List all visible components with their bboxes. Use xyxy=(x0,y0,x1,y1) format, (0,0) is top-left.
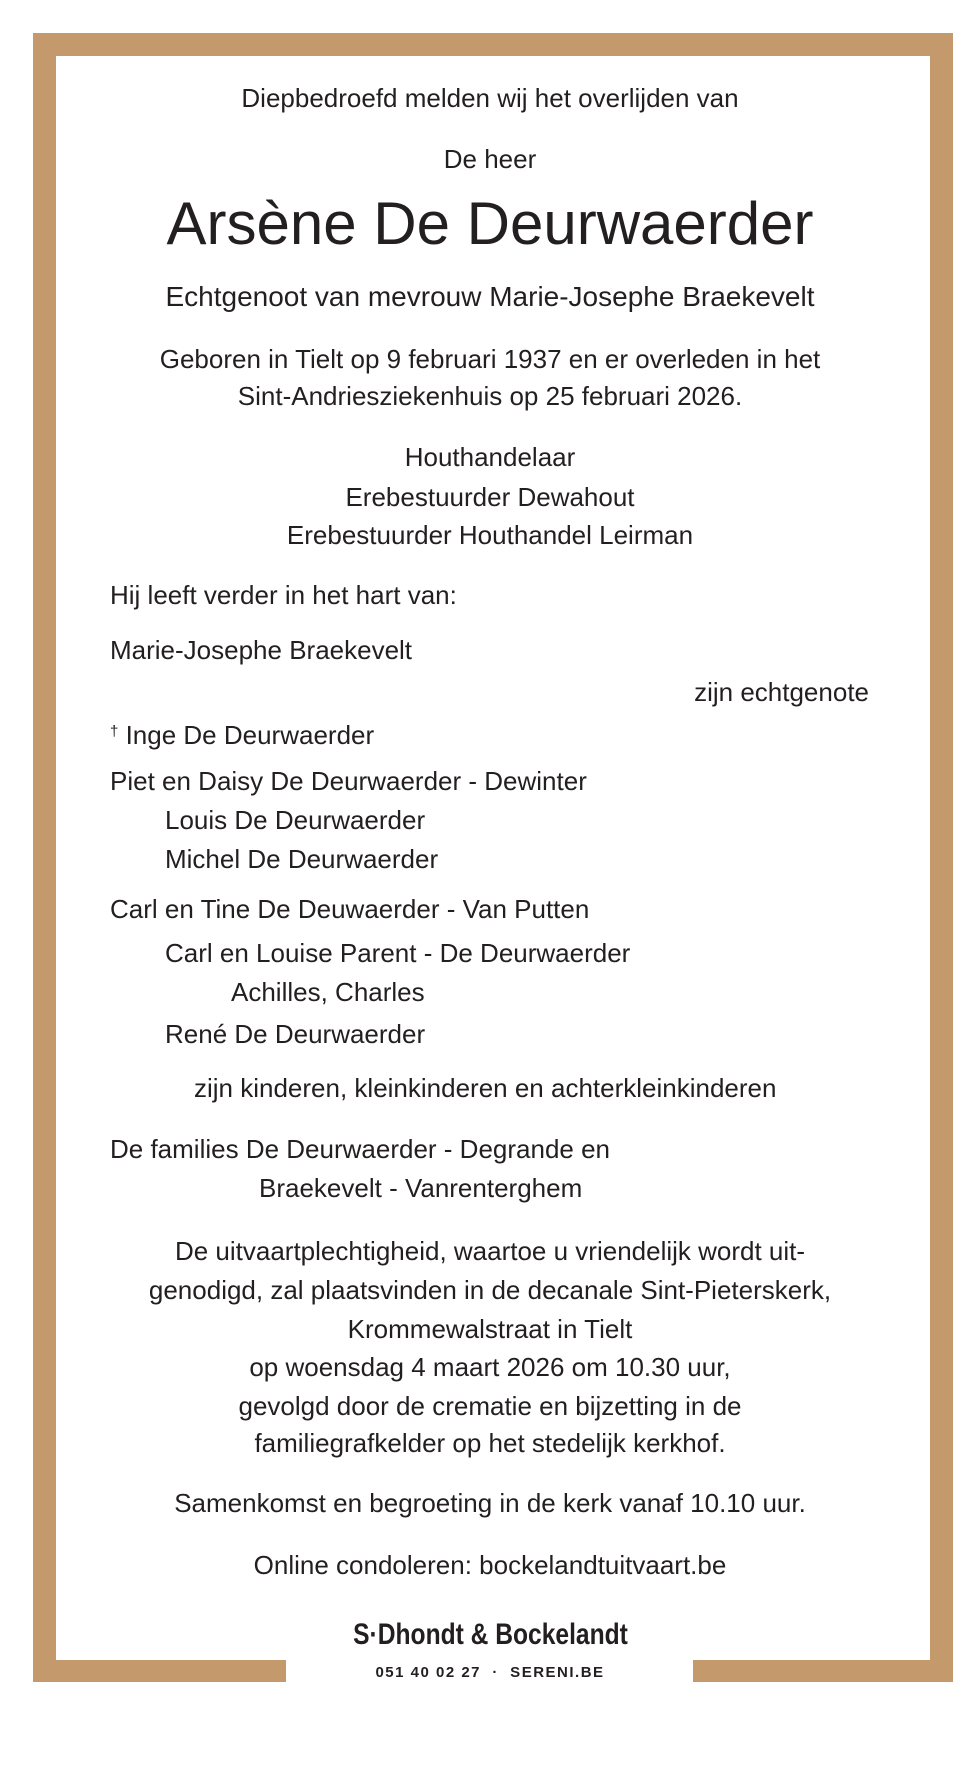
wife-role: zijn echtgenote xyxy=(694,677,869,707)
wife-name: Marie-Josephe Braekevelt xyxy=(110,635,413,665)
survived-by: Hij leeft verder in het hart van: xyxy=(110,580,457,610)
child-piet: Piet en Daisy De Deurwaerder - Dewinter xyxy=(110,766,587,796)
funeral-home-logo xyxy=(0,1616,980,1654)
spouse-line: Echtgenoot van mevrouw Marie-Josephe Braekevelt xyxy=(165,281,815,312)
families-line-1: De families De Deurwaerder - Degrande en xyxy=(110,1134,611,1164)
families-line-2: Braekevelt - Vanrenterghem xyxy=(259,1173,583,1203)
child-inge-name: Inge De Deurwaerder xyxy=(125,720,375,750)
child-inge xyxy=(110,713,374,754)
title-text: De heer xyxy=(443,144,537,174)
funeral-line-5: gevolgd door de crematie en bijzetting in de xyxy=(238,1391,742,1421)
birth-line-2: Sint-Andriesziekenhuis op 25 februari 2026. xyxy=(237,381,743,411)
birth-line-1: Geboren in Tielt op 9 februari 1937 en er overleden in het xyxy=(159,344,821,374)
grandchild-carl-louise: Carl en Louise Parent - De Deurwaerder xyxy=(165,938,631,968)
logo-text: S·Dhondt & Bockelandt xyxy=(352,1618,628,1651)
funeral-line-1: De uitvaartplechtigheid, waartoe u vriendelijk wordt uit- xyxy=(174,1236,806,1266)
contact-info: 051 40 02 27 · SERENI.BE xyxy=(375,1664,605,1681)
funeral-line-6: familiegrafkelder op het stedelijk kerkhof. xyxy=(254,1428,726,1458)
gathering-text: Samenkomst en begroeting in de kerk vanaf 10.10 uur. xyxy=(174,1488,806,1518)
online-condolence: Online condoleren: bockelandtuitvaart.be xyxy=(253,1550,727,1580)
child-carl: Carl en Tine De Deuwaerder - Van Putten xyxy=(110,894,590,924)
role-3: Erebestuurder Houthandel Leirman xyxy=(286,520,694,550)
deceased-name: Arsène De Deurwaerder xyxy=(166,190,814,257)
role-1: Houthandelaar xyxy=(404,442,576,472)
funeral-line-2: genodigd, zal plaatsvinden in de decanale Sint-Pieterskerk, xyxy=(148,1275,832,1305)
grandchild-rene: René De Deurwaerder xyxy=(165,1019,426,1049)
intro-text: Diepbedroefd melden wij het overlijden van xyxy=(241,83,739,113)
funeral-line-3: Krommewalstraat in Tielt xyxy=(347,1314,633,1344)
role-2: Erebestuurder Dewahout xyxy=(345,482,635,512)
grandchild-michel: Michel De Deurwaerder xyxy=(165,844,439,874)
grandchild-louis: Louis De Deurwaerder xyxy=(165,805,426,835)
funeral-line-4: op woensdag 4 maart 2026 om 10.30 uur, xyxy=(249,1352,731,1382)
great-grandchildren: Achilles, Charles xyxy=(231,977,425,1007)
cross-icon: † xyxy=(110,723,119,740)
relation-text: zijn kinderen, kleinkinderen en achterkleinkinderen xyxy=(194,1073,777,1103)
